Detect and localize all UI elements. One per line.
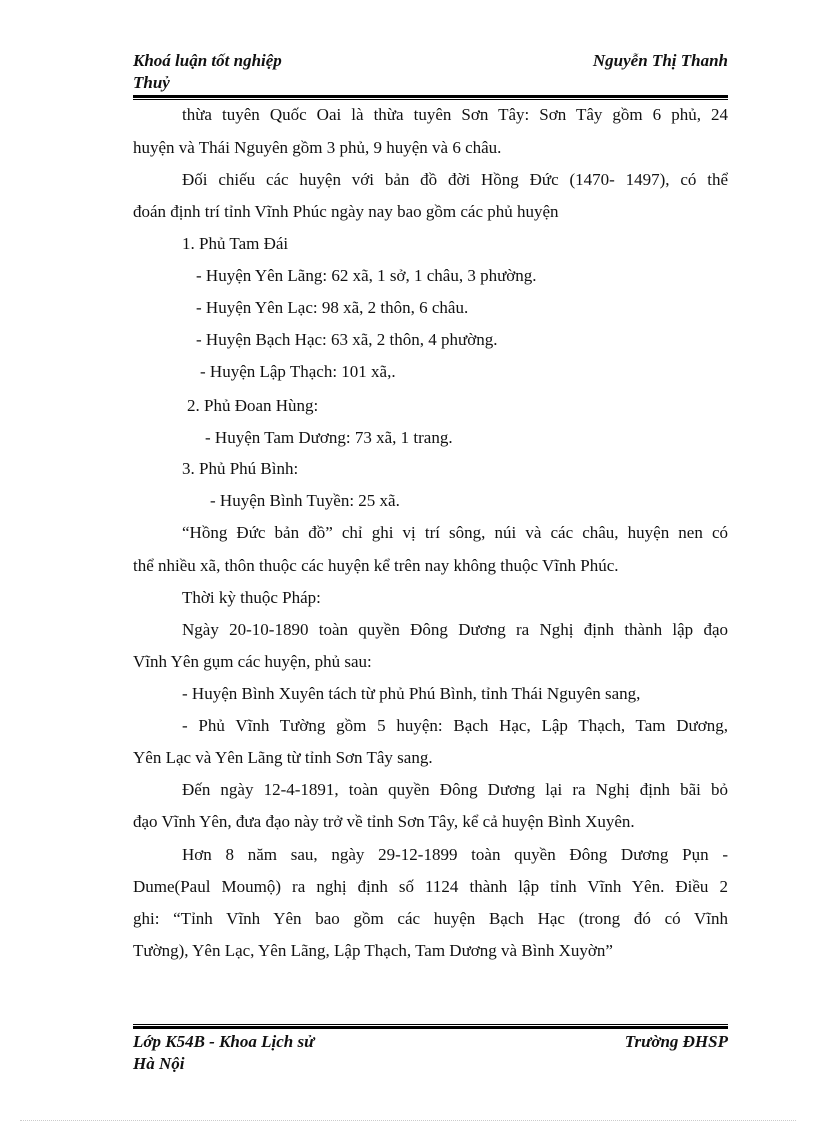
body-line: “Hồng Đức bản đồ” chỉ ghi vị trí sông, núi và các châu, huyện nen có	[182, 523, 728, 542]
body-line: ghi: “Tỉnh Vĩnh Yên bao gồm các huyện Bạch Hạc (trong đó có Vĩnh	[133, 909, 728, 928]
body-line: thể nhiều xã, thôn thuộc các huyện kể trên nay không thuộc Vĩnh Phúc.	[133, 556, 619, 575]
page-edge-divider	[20, 1120, 796, 1121]
body-line: Yên Lạc và Yên Lãng từ tỉnh Sơn Tây sang.	[133, 748, 433, 767]
body-line: - Huyện Lập Thạch: 101 xã,.	[200, 362, 396, 381]
body-line: Thời kỳ thuộc Pháp:	[182, 588, 321, 607]
footer-city: Hà Nội	[133, 1054, 185, 1073]
body-line: - Huyện Tam Dương: 73 xã, 1 trang.	[205, 428, 453, 447]
body-line: Hơn 8 năm sau, ngày 29-12-1899 toàn quyền Đông Dương Pụn -	[182, 845, 728, 864]
body-line: Vĩnh Yên gụm các huyện, phủ sau:	[133, 652, 372, 671]
body-line: Ngày 20-10-1890 toàn quyền Đông Dương ra Nghị định thành lập đạo	[182, 620, 728, 639]
body-line: Tường), Yên Lạc, Yên Lãng, Lập Thạch, Tam Dương và Bình Xuyờn”	[133, 941, 613, 960]
footer-rule-thick	[133, 1026, 728, 1029]
body-line: - Huyện Yên Lạc: 98 xã, 2 thôn, 6 châu.	[196, 298, 469, 317]
footer-rule-thin	[133, 1024, 728, 1025]
body-line: đoán định trí tỉnh Vĩnh Phúc ngày nay bao gồm các phủ huyện	[133, 202, 559, 221]
footer-university: Trường ĐHSP	[624, 1032, 728, 1051]
body-line: 3. Phủ Phú Bình:	[182, 459, 299, 478]
header-author-name: Nguyễn Thị Thanh	[592, 51, 728, 70]
body-line: huyện và Thái Nguyên gồm 3 phủ, 9 huyện và 6 châu.	[133, 138, 502, 157]
body-line: thừa tuyên Quốc Oai là thừa tuyên Sơn Tây: Sơn Tây gồm 6 phủ, 24	[182, 105, 728, 124]
body-line: đạo Vĩnh Yên, đưa đạo này trở về tỉnh Sơn Tây, kể cả huyện Bình Xuyên.	[133, 812, 635, 831]
body-line: 2. Phủ Đoan Hùng:	[187, 396, 319, 415]
footer-class-faculty: Lớp K54B - Khoa Lịch sử	[133, 1032, 315, 1051]
body-line: Đối chiếu các huyện với bản đồ đời Hồng Đức (1470- 1497), có thể	[182, 170, 728, 189]
header-thesis-title: Khoá luận tốt nghiệp	[133, 51, 282, 70]
header-author-name-continued: Thuỷ	[133, 73, 170, 92]
body-line: Dume(Paul Moumộ) ra nghị định số 1124 thành lập tỉnh Vĩnh Yên. Điều 2	[133, 877, 728, 896]
body-line: - Huyện Yên Lãng: 62 xã, 1 sở, 1 châu, 3 phường.	[196, 266, 537, 285]
body-line: - Huyện Bạch Hạc: 63 xã, 2 thôn, 4 phường.	[196, 330, 498, 349]
body-line: - Huyện Bình Xuyên tách từ phủ Phú Bình, tỉnh Thái Nguyên sang,	[182, 684, 641, 703]
body-line: - Phủ Vĩnh Tường gồm 5 huyện: Bạch Hạc, Lập Thạch, Tam Dương,	[182, 716, 728, 735]
body-line: Đến ngày 12-4-1891, toàn quyền Đông Dương lại ra Nghị định bãi bỏ	[182, 780, 728, 799]
body-line: 1. Phủ Tam Đái	[182, 234, 289, 253]
body-line: - Huyện Bình Tuyền: 25 xã.	[210, 491, 400, 510]
